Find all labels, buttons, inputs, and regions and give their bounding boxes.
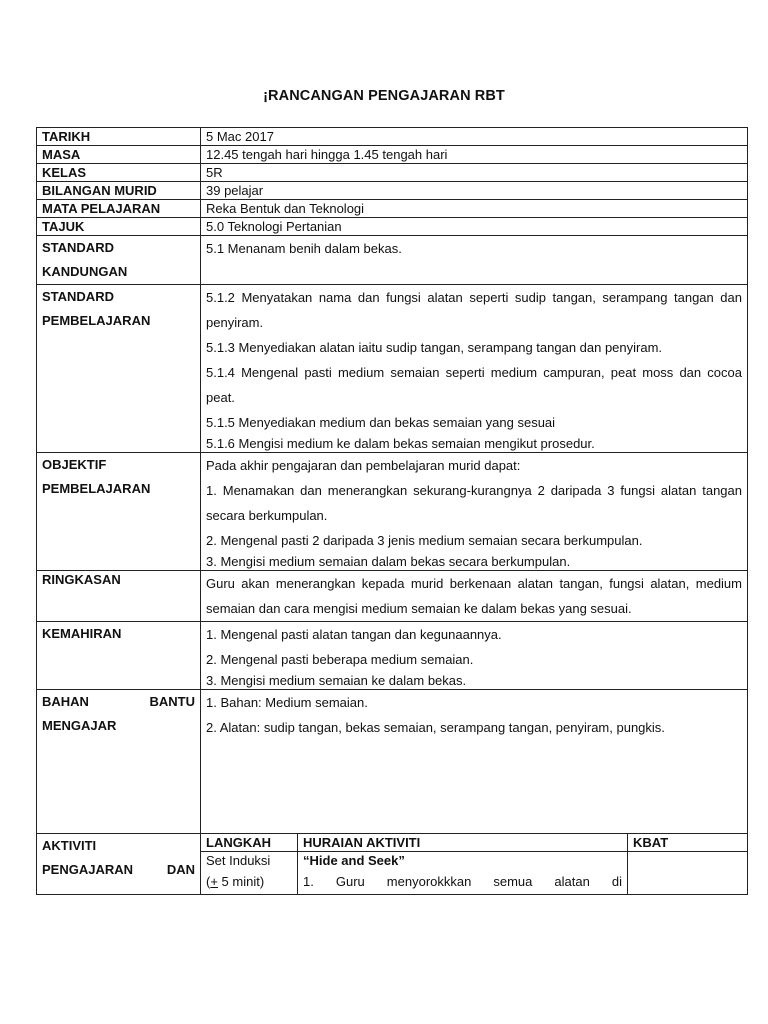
label-line: STANDARD — [42, 289, 114, 304]
step-time-rest: 5 minit) — [217, 874, 265, 889]
list-item: 1. Bahan: Medium semaian. — [206, 695, 368, 710]
row-tarikh — [37, 128, 748, 146]
cell-kbat — [628, 852, 748, 895]
value-kemahiran — [201, 622, 748, 690]
label-objektif — [37, 453, 201, 571]
objektif-intro: Pada akhir pengajaran dan pembelajaran murid dapat: — [206, 458, 521, 473]
label-ringkasan: RINGKASAN — [37, 571, 201, 622]
header-langkah: LANGKAH — [201, 834, 298, 852]
row-standard-kandungan — [37, 236, 748, 285]
row-bahan-bantu — [37, 690, 748, 834]
label-kemahiran: KEMAHIRAN — [37, 622, 201, 690]
label-line: PENGAJARAN DAN — [42, 862, 195, 877]
header-huraian: HURAIAN AKTIVITI — [298, 834, 628, 852]
lesson-plan-table — [36, 127, 748, 895]
huraian-title: “Hide and Seek” — [303, 853, 405, 868]
label-kelas: KELAS — [37, 164, 201, 182]
label-standard-kandungan — [37, 236, 201, 285]
value-standard-kandungan — [201, 236, 748, 285]
row-masa — [37, 146, 748, 164]
value-tajuk: 5.0 Teknologi Pertanian — [201, 218, 748, 236]
label-line: STANDARD — [42, 240, 114, 255]
label-mata-pelajaran: MATA PELAJARAN — [37, 200, 201, 218]
value-standard-pembelajaran — [201, 285, 748, 453]
label-bilangan-murid: BILANGAN MURID — [37, 182, 201, 200]
label-line: MENGAJAR — [42, 718, 117, 733]
row-ringkasan — [37, 571, 748, 622]
page-title: ¡RANCANGAN PENGAJARAN RBT — [263, 88, 505, 104]
list-item: 2. Mengenal pasti beberapa medium semaian. — [206, 652, 474, 667]
row-bilangan-murid — [37, 182, 748, 200]
label-line: OBJEKTIF — [42, 457, 107, 472]
value-kelas: 5R — [201, 164, 748, 182]
label-line: PEMBELAJARAN — [42, 481, 151, 496]
list-item: 5.1.5 Menyediakan medium dan bekas semaian yang sesuai — [206, 415, 556, 430]
label-line: PEMBELAJARAN — [42, 313, 151, 328]
label-tajuk: TAJUK — [37, 218, 201, 236]
value-tarikh: 5 Mac 2017 — [201, 128, 748, 146]
value-mata-pelajaran: Reka Bentuk dan Teknologi — [201, 200, 748, 218]
value-bilangan-murid: 39 pelajar — [201, 182, 748, 200]
label-masa: MASA — [37, 146, 201, 164]
list-item: 3. Mengisi medium semaian ke dalam bekas. — [206, 673, 467, 688]
step-name: Set Induksi — [206, 853, 271, 868]
list-item: 3. Mengisi medium semaian dalam bekas secara berkumpulan. — [206, 554, 571, 569]
step-time-prefix: ( — [206, 874, 211, 889]
row-mata-pelajaran — [37, 200, 748, 218]
list-item: 5.1.3 Menyediakan alatan iaitu sudip tangan, serampang tangan dan penyiram. — [206, 340, 663, 355]
row-aktiviti-header — [37, 834, 748, 852]
text-line: 5.1 Menanam benih dalam bekas. — [206, 241, 402, 256]
label-tarikh: TARIKH — [37, 128, 201, 146]
list-item: 5.1.4 Mengenal pasti medium semaian seperti medium campuran, peat moss dan cocoa peat. — [206, 365, 742, 405]
row-kelas — [37, 164, 748, 182]
ringkasan-text: Guru akan menerangkan kepada murid berkenaan alatan tangan, fungsi alatan, medium semaian dan cara mengisi medium semaian ke dalam bekas yang sesuai. — [206, 576, 742, 616]
label-line: BAHAN BANTU — [42, 694, 195, 709]
label-line: AKTIVITI — [42, 838, 97, 853]
row-kemahiran — [37, 622, 748, 690]
list-item: 2. Mengenal pasti 2 daripada 3 jenis medium semaian secara berkumpulan. — [206, 533, 643, 548]
row-tajuk — [37, 218, 748, 236]
list-item: 1. Menamakan dan menerangkan sekurang-kurangnya 2 daripada 3 fungsi alatan tangan secara berkumpulan. — [206, 483, 742, 523]
header-kbat: KBAT — [628, 834, 748, 852]
value-ringkasan — [201, 571, 748, 622]
value-bahan-bantu — [201, 690, 748, 834]
step-time — [206, 869, 292, 894]
list-item: 1. Mengenal pasti alatan tangan dan kegunaannya. — [206, 627, 502, 642]
label-standard-pembelajaran — [37, 285, 201, 453]
value-objektif — [201, 453, 748, 571]
list-item: 2. Alatan: sudip tangan, bekas semaian, serampang tangan, penyiram, pungkis. — [206, 720, 665, 735]
value-masa: 12.45 tengah hari hingga 1.45 tengah hari — [201, 146, 748, 164]
label-line: KANDUNGAN — [42, 264, 128, 279]
cell-huraian — [298, 852, 628, 895]
plus-minus-sign: + — [210, 874, 218, 889]
row-standard-pembelajaran — [37, 285, 748, 453]
huraian-line: 1. Guru menyorokkkan semua alatan di — [303, 874, 622, 889]
list-item: 5.1.2 Menyatakan nama dan fungsi alatan seperti sudip tangan, serampang tangan dan penyiram. — [206, 290, 742, 330]
label-bahan-bantu — [37, 690, 201, 834]
cell-langkah — [201, 852, 298, 895]
label-aktiviti — [37, 834, 201, 895]
list-item: 5.1.6 Mengisi medium ke dalam bekas semaian mengikut prosedur. — [206, 436, 595, 451]
row-objektif — [37, 453, 748, 571]
